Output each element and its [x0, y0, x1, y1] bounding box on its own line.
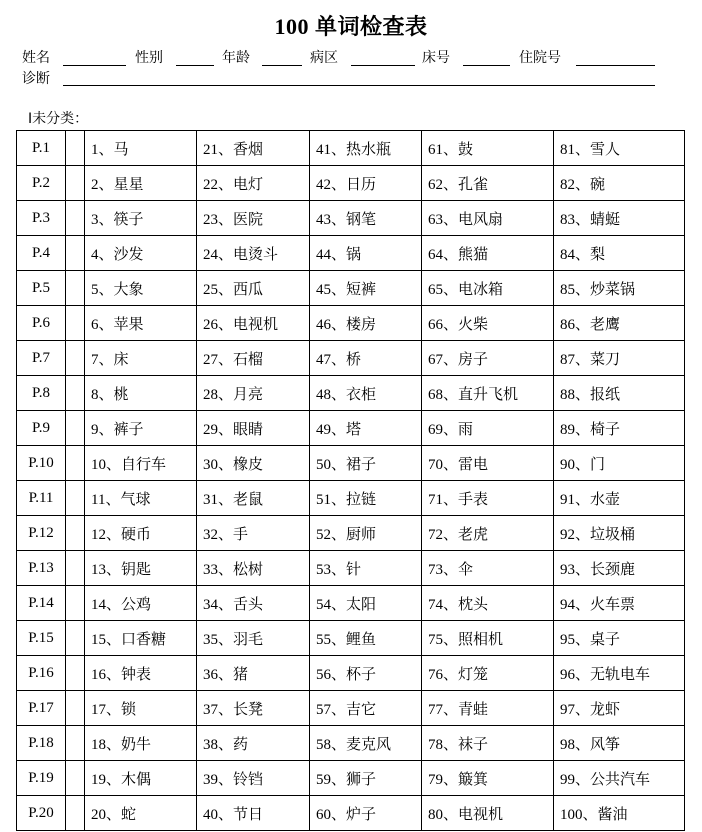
- word-cell: 62、孔雀: [422, 166, 554, 201]
- section-heading: Ⅰ未分类：: [28, 111, 89, 127]
- word-cell: 89、椅子: [554, 411, 685, 446]
- word-cell: 85、炒菜锅: [554, 271, 685, 306]
- word-cell: 87、菜刀: [554, 341, 685, 376]
- check-mark-cell[interactable]: [66, 691, 85, 726]
- word-cell: 49、塔: [310, 411, 422, 446]
- word-cell: 51、拉链: [310, 481, 422, 516]
- word-cell: 8、桃: [85, 376, 197, 411]
- check-mark-cell[interactable]: [66, 271, 85, 306]
- page-number-cell: P.13: [17, 551, 66, 586]
- word-cell: 35、羽毛: [197, 621, 310, 656]
- page-number-cell: P.7: [17, 341, 66, 376]
- word-cell: 83、蜻蜓: [554, 201, 685, 236]
- word-cell: 13、钥匙: [85, 551, 197, 586]
- word-cell: 19、木偶: [85, 761, 197, 796]
- table-row: [17, 796, 685, 831]
- name-field[interactable]: [63, 65, 126, 66]
- word-cell: 40、节日: [197, 796, 310, 831]
- table-row: [17, 201, 685, 236]
- page-title: 100 单词检查表: [274, 14, 428, 39]
- word-cell: 20、蛇: [85, 796, 197, 831]
- check-mark-cell[interactable]: [66, 481, 85, 516]
- word-cell: 73、伞: [422, 551, 554, 586]
- page-number-cell: P.8: [17, 376, 66, 411]
- page-number-cell: P.14: [17, 586, 66, 621]
- word-cell: 21、香烟: [197, 131, 310, 166]
- check-mark-cell[interactable]: [66, 236, 85, 271]
- check-mark-cell[interactable]: [66, 551, 85, 586]
- page-number-cell: P.16: [17, 656, 66, 691]
- table-row: [17, 726, 685, 761]
- age-label: 年龄: [222, 50, 250, 66]
- word-cell: 56、杯子: [310, 656, 422, 691]
- word-cell: 100、酱油: [554, 796, 685, 831]
- check-mark-cell[interactable]: [66, 761, 85, 796]
- table-row: [17, 586, 685, 621]
- word-cell: 86、老鹰: [554, 306, 685, 341]
- table-row: [17, 761, 685, 796]
- word-cell: 67、房子: [422, 341, 554, 376]
- word-cell: 30、橡皮: [197, 446, 310, 481]
- word-cell: 24、电烫斗: [197, 236, 310, 271]
- word-cell: 68、直升飞机: [422, 376, 554, 411]
- table-row: [17, 131, 685, 166]
- word-cell: 66、火柴: [422, 306, 554, 341]
- word-cell: 75、照相机: [422, 621, 554, 656]
- word-cell: 76、灯笼: [422, 656, 554, 691]
- word-cell: 91、水壶: [554, 481, 685, 516]
- word-cell: 93、长颈鹿: [554, 551, 685, 586]
- word-cell: 16、钟表: [85, 656, 197, 691]
- page-number-cell: P.10: [17, 446, 66, 481]
- word-check-table: [16, 130, 685, 831]
- word-cell: 45、短裤: [310, 271, 422, 306]
- ward-field[interactable]: [351, 65, 415, 66]
- word-cell: 46、楼房: [310, 306, 422, 341]
- word-cell: 53、针: [310, 551, 422, 586]
- word-cell: 94、火车票: [554, 586, 685, 621]
- page-number-cell: P.9: [17, 411, 66, 446]
- word-cell: 6、苹果: [85, 306, 197, 341]
- table-row: [17, 411, 685, 446]
- check-mark-cell[interactable]: [66, 446, 85, 481]
- word-cell: 79、簸箕: [422, 761, 554, 796]
- word-cell: 99、公共汽车: [554, 761, 685, 796]
- word-cell: 38、药: [197, 726, 310, 761]
- word-cell: 57、吉它: [310, 691, 422, 726]
- ward-label: 病区: [310, 50, 338, 66]
- word-cell: 14、公鸡: [85, 586, 197, 621]
- word-cell: 43、钢笔: [310, 201, 422, 236]
- word-cell: 2、星星: [85, 166, 197, 201]
- word-cell: 60、炉子: [310, 796, 422, 831]
- word-cell: 15、口香糖: [85, 621, 197, 656]
- page-number-cell: P.6: [17, 306, 66, 341]
- name-label: 姓名: [22, 50, 50, 66]
- word-cell: 25、西瓜: [197, 271, 310, 306]
- word-cell: 92、垃圾桶: [554, 516, 685, 551]
- table-row: [17, 691, 685, 726]
- page-number-cell: P.19: [17, 761, 66, 796]
- word-cell: 7、床: [85, 341, 197, 376]
- word-cell: 34、舌头: [197, 586, 310, 621]
- word-cell: 69、雨: [422, 411, 554, 446]
- page-number-cell: P.17: [17, 691, 66, 726]
- word-cell: 63、电风扇: [422, 201, 554, 236]
- word-cell: 5、大象: [85, 271, 197, 306]
- word-cell: 78、袜子: [422, 726, 554, 761]
- word-cell: 52、厨师: [310, 516, 422, 551]
- table-row: [17, 341, 685, 376]
- word-cell: 84、梨: [554, 236, 685, 271]
- bed-label: 床号: [422, 50, 450, 66]
- page-number-cell: P.15: [17, 621, 66, 656]
- word-cell: 4、沙发: [85, 236, 197, 271]
- check-mark-cell[interactable]: [66, 726, 85, 761]
- word-cell: 29、眼睛: [197, 411, 310, 446]
- word-cell: 88、报纸: [554, 376, 685, 411]
- word-cell: 28、月亮: [197, 376, 310, 411]
- word-cell: 50、裙子: [310, 446, 422, 481]
- check-mark-cell[interactable]: [66, 516, 85, 551]
- word-cell: 54、太阳: [310, 586, 422, 621]
- word-cell: 72、老虎: [422, 516, 554, 551]
- admission-number-field[interactable]: [576, 65, 655, 66]
- check-mark-cell[interactable]: [66, 656, 85, 691]
- table-row: [17, 656, 685, 691]
- diagnosis-label: 诊断: [22, 71, 50, 87]
- word-cell: 71、手表: [422, 481, 554, 516]
- gender-field[interactable]: [176, 65, 214, 66]
- table-row: [17, 481, 685, 516]
- page-number-cell: P.3: [17, 201, 66, 236]
- table-row: [17, 166, 685, 201]
- check-mark-cell[interactable]: [66, 131, 85, 166]
- word-cell: 65、电冰箱: [422, 271, 554, 306]
- word-cell: 3、筷子: [85, 201, 197, 236]
- table-row: [17, 516, 685, 551]
- check-mark-cell[interactable]: [66, 376, 85, 411]
- word-cell: 80、电视机: [422, 796, 554, 831]
- word-cell: 82、碗: [554, 166, 685, 201]
- word-cell: 74、枕头: [422, 586, 554, 621]
- word-cell: 12、硬币: [85, 516, 197, 551]
- word-cell: 59、狮子: [310, 761, 422, 796]
- table-row: [17, 306, 685, 341]
- word-cell: 22、电灯: [197, 166, 310, 201]
- word-cell: 27、石榴: [197, 341, 310, 376]
- table-row: [17, 376, 685, 411]
- word-cell: 58、麦克风: [310, 726, 422, 761]
- page-number-cell: P.5: [17, 271, 66, 306]
- check-mark-cell[interactable]: [66, 341, 85, 376]
- page-number-cell: P.20: [17, 796, 66, 831]
- age-field[interactable]: [262, 65, 302, 66]
- word-cell: 10、自行车: [85, 446, 197, 481]
- word-cell: 77、青蛙: [422, 691, 554, 726]
- word-cell: 9、裤子: [85, 411, 197, 446]
- page-number-cell: P.4: [17, 236, 66, 271]
- word-cell: 31、老鼠: [197, 481, 310, 516]
- word-cell: 70、雷电: [422, 446, 554, 481]
- word-cell: 41、热水瓶: [310, 131, 422, 166]
- check-mark-cell[interactable]: [66, 306, 85, 341]
- word-cell: 64、熊猫: [422, 236, 554, 271]
- word-cell: 37、长凳: [197, 691, 310, 726]
- word-cell: 47、桥: [310, 341, 422, 376]
- word-cell: 11、气球: [85, 481, 197, 516]
- diagnosis-field[interactable]: [63, 85, 655, 86]
- word-cell: 97、龙虾: [554, 691, 685, 726]
- word-cell: 1、马: [85, 131, 197, 166]
- word-cell: 61、鼓: [422, 131, 554, 166]
- admission-number-label: 住院号: [519, 50, 561, 66]
- bed-field[interactable]: [463, 65, 510, 66]
- check-mark-cell[interactable]: [66, 796, 85, 831]
- check-mark-cell[interactable]: [66, 201, 85, 236]
- word-cell: 26、电视机: [197, 306, 310, 341]
- word-cell: 48、衣柜: [310, 376, 422, 411]
- word-cell: 18、奶牛: [85, 726, 197, 761]
- page-number-cell: P.12: [17, 516, 66, 551]
- word-cell: 55、鲤鱼: [310, 621, 422, 656]
- word-cell: 36、猪: [197, 656, 310, 691]
- word-cell: 32、手: [197, 516, 310, 551]
- table-row: [17, 551, 685, 586]
- check-mark-cell[interactable]: [66, 621, 85, 656]
- page-number-cell: P.1: [17, 131, 66, 166]
- page-number-cell: P.2: [17, 166, 66, 201]
- page-number-cell: P.11: [17, 481, 66, 516]
- gender-label: 性别: [135, 50, 163, 66]
- check-mark-cell[interactable]: [66, 586, 85, 621]
- check-mark-cell[interactable]: [66, 166, 85, 201]
- word-cell: 95、桌子: [554, 621, 685, 656]
- word-cell: 90、门: [554, 446, 685, 481]
- table-row: [17, 236, 685, 271]
- word-cell: 81、雪人: [554, 131, 685, 166]
- word-cell: 33、松树: [197, 551, 310, 586]
- page-number-cell: P.18: [17, 726, 66, 761]
- word-cell: 39、铃铛: [197, 761, 310, 796]
- table-row: [17, 446, 685, 481]
- word-cell: 96、无轨电车: [554, 656, 685, 691]
- word-cell: 17、锁: [85, 691, 197, 726]
- table-row: [17, 621, 685, 656]
- word-cell: 98、风筝: [554, 726, 685, 761]
- check-mark-cell[interactable]: [66, 411, 85, 446]
- table-row: [17, 271, 685, 306]
- word-cell: 44、锅: [310, 236, 422, 271]
- word-cell: 42、日历: [310, 166, 422, 201]
- word-cell: 23、医院: [197, 201, 310, 236]
